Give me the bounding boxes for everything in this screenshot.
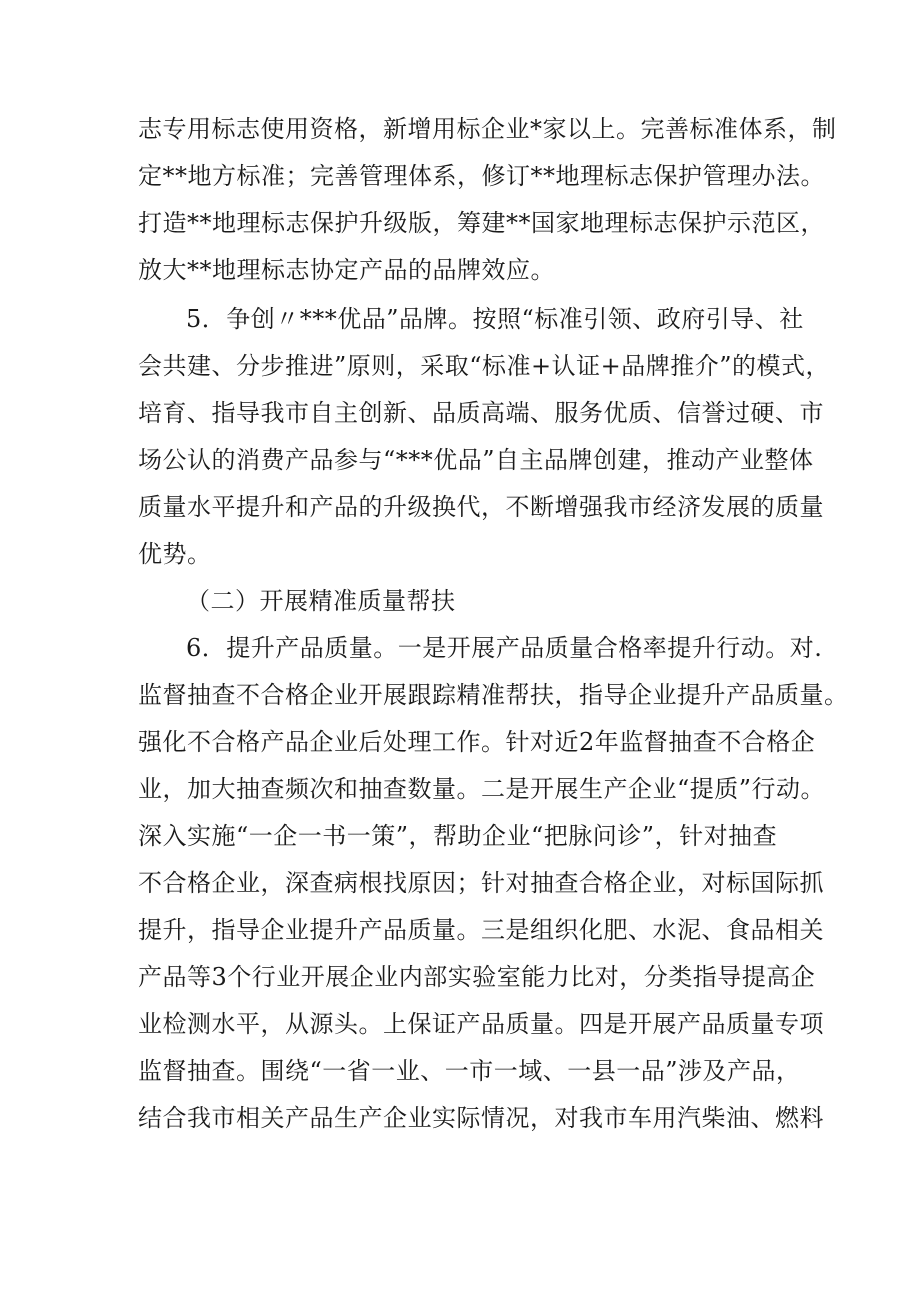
text-line: 监督抽查不合格企业开展跟踪精准帮扶，指导企业提升产品质量。 <box>138 681 849 709</box>
text-line: 深入实施“一企一书一策”，帮助企业“把脉问诊”，针对抽查 <box>138 822 778 850</box>
text-line: 产品等3个行业开展企业内部实验室能力比对，分类指导提高企 <box>138 963 816 991</box>
text-line: 志专用标志使用资格，新增用标企业*家以上。完善标准体系，制 <box>138 115 837 143</box>
text-line: 定**地方标准；完善管理体系，修订**地理标志保护管理办法。 <box>138 162 825 190</box>
text-line: 会共建、分步推进”原则，采取“标准+认证+品牌推介”的模式， <box>138 352 831 380</box>
text-line: 放大**地理标志协定产品的品牌效应。 <box>138 256 555 284</box>
text-line: 强化不合格产品企业后处理工作。针对近2年监督抽查不合格企 <box>138 728 816 756</box>
text-line: 质量水平提升和产品的升级换代，不断增强我市经济发展的质量 <box>138 493 824 521</box>
text-line: 培育、指导我市自主创新、品质高端、服务优质、信誉过硬、市 <box>138 399 824 427</box>
section-heading: （二）开展精准质量帮扶 <box>186 587 456 615</box>
text-line: 提升，指导企业提升产品质量。三是组织化肥、水泥、食品相关 <box>138 916 824 944</box>
text-line: 优势。 <box>138 540 212 568</box>
text-line: 结合我市相关产品生产企业实际情况，对我市车用汽柴油、燃料 <box>138 1104 824 1132</box>
text-line: 业，加大抽查频次和抽查数量。二是开展生产企业“提质”行动。 <box>138 775 826 803</box>
text-line: 业检测水平，从源头。上保证产品质量。四是开展产品质量专项 <box>138 1010 824 1038</box>
text-line: 打造**地理标志保护升级版，筹建**国家地理标志保护示范区， <box>138 209 825 237</box>
text-line: 不合格企业，深查病根找原因；针对抽查合格企业，对标国际抓 <box>138 869 824 897</box>
paragraph-5-first-line: 5．争创〃***优品”品牌。按照“标准引领、政府引导、社 <box>186 305 804 333</box>
text-line: 场公认的消费产品参与“***优品”自主品牌创建，推动产业整体 <box>138 446 814 474</box>
text-line: 监督抽查。围绕“一省一业、一市一域、一县一品”涉及产品， <box>138 1057 801 1085</box>
paragraph-6-first-line: 6．提升产品质量。一是开展产品质量合格率提升行动。对. <box>186 634 823 662</box>
